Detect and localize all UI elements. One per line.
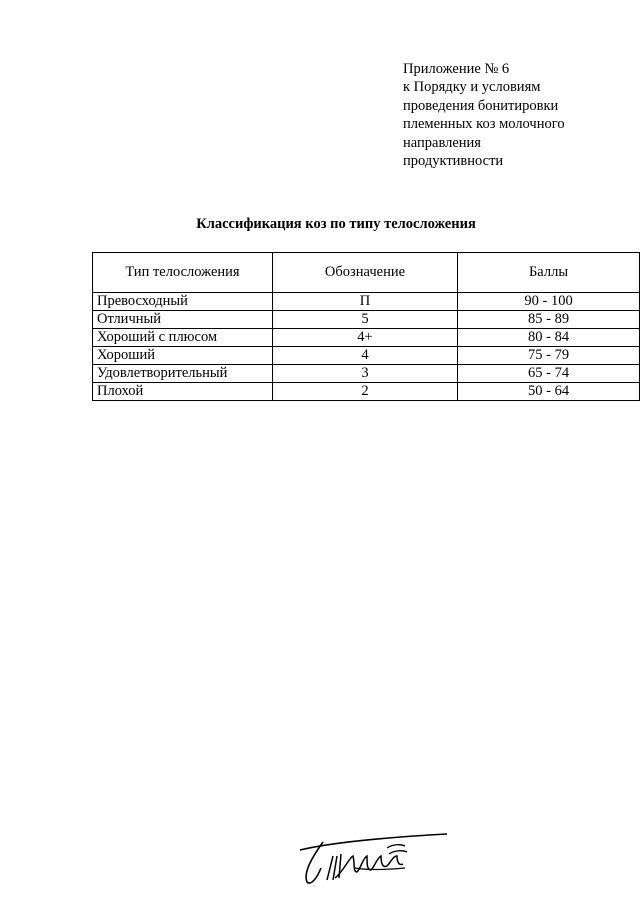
column-header-designation: Обозначение (272, 253, 457, 293)
appendix-line: к Порядку и условиям (403, 79, 541, 96)
cell-type: Хороший с плюсом (93, 329, 273, 347)
column-header-score: Баллы (458, 253, 640, 293)
cell-type: Превосходный (93, 293, 273, 311)
cell-designation: 4+ (272, 329, 457, 347)
table-row (93, 383, 640, 401)
cell-designation: 5 (272, 311, 457, 329)
cell-type: Удовлетворительный (93, 365, 273, 383)
table-row (93, 347, 640, 365)
table-row (93, 365, 640, 383)
table-row (93, 311, 640, 329)
classification-table (92, 252, 640, 401)
cell-designation: 2 (272, 383, 457, 401)
appendix-line: проведения бонитировки (403, 97, 559, 114)
table-row (93, 329, 640, 347)
appendix-line: продуктивности (403, 153, 504, 170)
cell-designation: П (272, 293, 457, 311)
appendix-line: направления (403, 134, 481, 151)
appendix-line: Приложение № 6 (403, 61, 510, 77)
appendix-line: племенных коз молочного (403, 116, 565, 133)
column-header-type: Тип телосложения (93, 253, 273, 293)
table-header-row (93, 253, 640, 293)
document-title: Классификация коз по типу телосложения (196, 216, 476, 232)
cell-score: 65 - 74 (458, 365, 640, 383)
cell-designation: 3 (272, 365, 457, 383)
appendix-header (403, 60, 565, 170)
cell-score: 85 - 89 (458, 311, 640, 329)
cell-score: 80 - 84 (458, 329, 640, 347)
cell-type: Хороший (93, 347, 273, 365)
cell-score: 50 - 64 (458, 383, 640, 401)
cell-score: 90 - 100 (458, 293, 640, 311)
table-row (93, 293, 640, 311)
cell-designation: 4 (272, 347, 457, 365)
cell-type: Плохой (93, 383, 273, 401)
cell-type: Отличный (93, 311, 273, 329)
cell-score: 75 - 79 (458, 347, 640, 365)
handwritten-signature (295, 828, 455, 890)
